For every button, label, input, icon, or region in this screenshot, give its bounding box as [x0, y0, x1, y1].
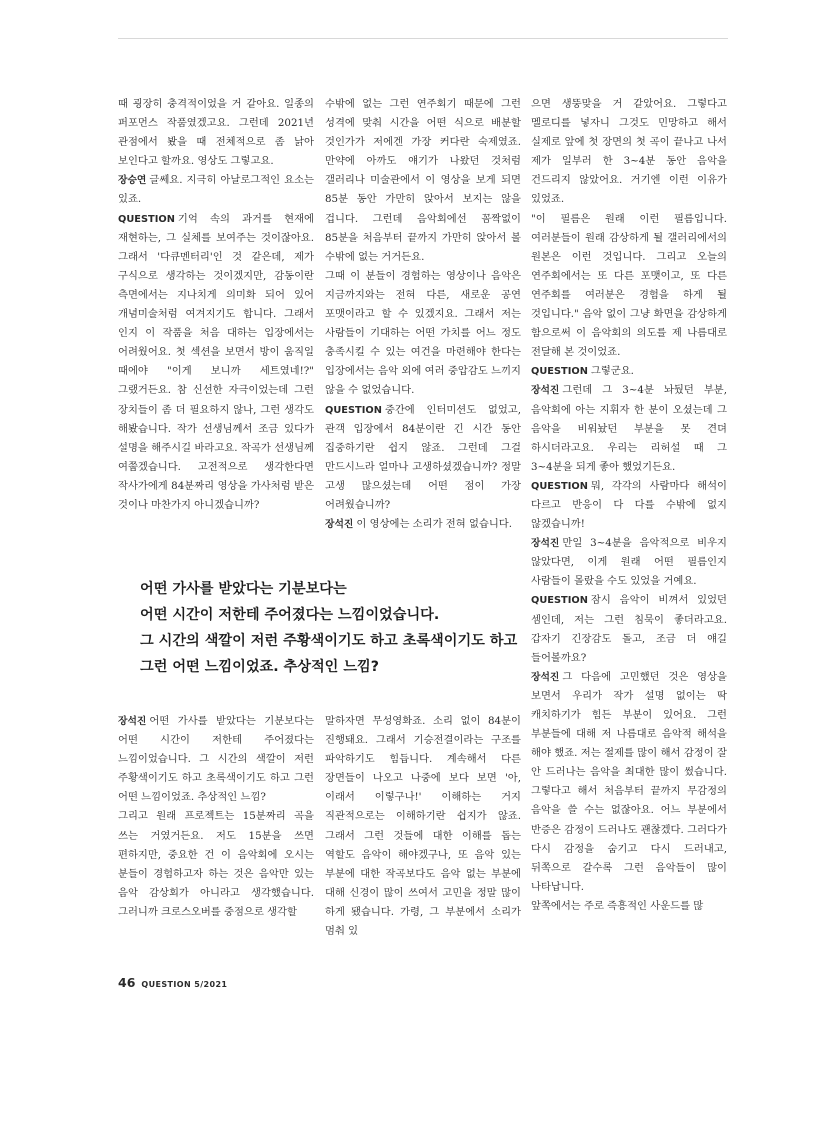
- page-footer: [118, 972, 227, 991]
- paragraph-text: 그 다음에 고민했던 것은 영상을 보면서 우리가 작가 설명 없이는 딱 캐치하기가 힘든 부분이 있어요. 그런 부분들에 대해 저 나름대로 음악적 해석을 해야 했죠. 저는 절제를 많이 해서 감정이 잘 안 드러나는 음악을 최대한 많이 썼습니다. 그렇다고 해서 처음부터 끝까지 무감정의 음악을 쓸 수는 없잖아요. 어느 부분에서 반증은 감정이 드러나도 괜찮겠다. 그러다가 다시 감정을 숨기고 다시 드러내고, 뒤쪽으로 갈수록 그런 음악들이 많이 나타납니다.: [531, 670, 727, 893]
- pull-quote-line: 어떤 가사를 받았다는 기분보다는: [140, 581, 347, 597]
- paragraph-text: 말하자면 무성영화죠. 소리 없이 84분이 진행돼요. 그래서 기승전결이라는 구조를 파악하기도 힘듭니다. 계속해서 다른 장면들이 나오고 나중에 보다 보면 '아, 이래서 이렇구나!' 이해하는 거지 직관적으로는 이해하기란 쉽지가 않죠. 그래서 그런 것들에 대한 이해를 돕는 역할도 음악이 해야겠구나, 또 음악 있는 부분에 대한 작곡보다도 음악 없는 부분에 대해 신경이 많이 쓰여서 고민을 정말 많이 하게 됐습니다. 가령, 그 부분에서 소리가 멈춰 있: [325, 715, 521, 938]
- speaker-label: 장석진: [118, 716, 147, 727]
- speaker-label: QUESTION: [118, 213, 175, 225]
- paragraph-text: 으면 생뚱맞을 거 같았어요. 그렇다고 멜로디를 넣자니 그것도 민망하고 해서 실제로 앞에 첫 장면의 첫 곡이 끝나고 나서 제가 일부러 한 3~4분 동안 음악을 건드리지 않았어요. 거기엔 이런 이유가 있었죠.: [531, 98, 727, 206]
- paragraph-text: 뭐, 각각의 사람마다 해석이 다르고 반응이 다 다를 수밖에 없지 않겠습니까!: [531, 479, 727, 531]
- paragraph: [531, 897, 727, 916]
- pull-quote-line: 그런 어떤 느낌이었죠. 추상적인 느낌?: [140, 659, 379, 675]
- paragraph: [325, 401, 521, 516]
- top-rule: [118, 38, 728, 39]
- paragraph: [118, 210, 314, 516]
- paragraph: [531, 381, 727, 476]
- paragraph: [531, 362, 727, 381]
- paragraph-text: 글쎄요. 지극히 아날로그적인 요소는 있죠.: [118, 174, 314, 206]
- column-1-upper: [118, 95, 314, 515]
- column-2-upper: [325, 95, 521, 534]
- paragraph: [118, 712, 314, 807]
- paragraph: [531, 591, 727, 667]
- paragraph: [118, 807, 314, 922]
- speaker-label: 장석진: [531, 385, 560, 397]
- paragraph: [325, 515, 521, 534]
- paragraph: [118, 95, 314, 171]
- column-2-lower: [325, 712, 521, 941]
- speaker-label: 장석진: [531, 671, 560, 683]
- paragraph: [118, 171, 314, 209]
- paragraph: [325, 712, 521, 941]
- paragraph-text: 잠시 음악이 비껴서 있었던 셈인데, 저는 그런 침묵이 좋더라고요. 갑자기 긴장감도 돌고, 조금 더 얘길 들어볼까요?: [531, 594, 727, 664]
- speaker-label: QUESTION: [531, 595, 588, 607]
- paragraph-text: 기억 속의 과거를 현재에 재현하는, 그 실체를 보여주는 것이잖아요. 그래서 '다큐멘터리'인 것 같은데, 제가 구식으로 생각하는 것이겠지만, 감동이란 측면에서는 지나치게 의미화 되어 있어 개념미술처럼 여겨지기도 합니다. 그래서 인지 이 작품을 처음 대하는 입장에서는 어려웠어요. 첫 섹션을 보면서 방이 움직일 때에야 "이게 보니까 세트였네!?" 그랬거든요. 참 신선한 자극이었는데 그런 장치들이 좀 더 필요하지 않나, 그런 생각도 해봤습니다. 작가 선생님께서 조금 있다가 설명을 해주시길 바라고요. 작곡가 선생님께 여쭙겠습니다. 고전적으로 생각한다면 작사가에게 84분짜리 영상을 가사처럼 받은 것이나 마찬가지 아니겠습니까?: [118, 212, 314, 511]
- paragraph: [531, 95, 727, 210]
- speaker-label: QUESTION: [531, 366, 588, 378]
- pull-quote-line: 그 시간의 색깔이 저런 주황색이기도 하고 초록색이기도 하고: [140, 633, 518, 649]
- column-3: [531, 95, 727, 916]
- speaker-label: QUESTION: [531, 480, 588, 492]
- page-number: 46: [118, 975, 136, 990]
- paragraph-text: 수밖에 없는 그런 연주회기 때문에 그런 성격에 맞춰 시간을 어떤 식으로 배분할 것인가가 저에겐 가장 커다란 숙제였죠. 만약에 아까도 얘기가 나왔던 것처럼 갤러리나 미술관에서 이 영상을 보게 되면 85분 동안 가만히 앉아서 보지는 않을 겁니다. 그런데 음악회에선 꼼짝없이 85분을 처음부터 끝까지 가만히 앉아서 볼 수밖에 없는 거거든요.: [325, 98, 521, 263]
- paragraph: [325, 95, 521, 267]
- speaker-label: 장석진: [531, 538, 560, 550]
- paragraph: [531, 534, 727, 591]
- column-1-lower: [118, 712, 314, 922]
- paragraph: [325, 267, 521, 401]
- paragraph-text: 그때 이 분들이 경험하는 영상이나 음악은 지금까지와는 전혀 다른, 새로운 공연 포맷이라고 할 수 있겠지요. 그래서 저는 사람들이 기대하는 어떤 가치를 어느 정도 충족시킬 수 있는 여건을 마련해야 한다는 입장에서는 음악 외에 여러 중압감도 느끼지 않을 수 없었습니다.: [325, 269, 521, 397]
- paragraph-text: 앞쪽에서는 주로 즉흥적인 사운드를 많: [531, 899, 704, 912]
- paragraph-text: "이 필름은 원래 이런 필름입니다. 여러분들이 원래 감상하게 될 갤러리에서의 원본은 이런 것입니다. 그리고 오늘의 연주회에서는 또 다른 포맷이고, 또 다른 연주회를 여러분은 경험을 하게 될 것입니다." 음악 없이 그냥 화면을 감상하게 함으로써 이 음악회의 의도를 제 나름대로 전달해 본 것이었죠.: [531, 212, 727, 359]
- paragraph-text: 만일 3~4분을 음악적으로 비우지 않았다면, 이게 원래 어떤 필름인지 사람들이 몰랐을 수도 있었을 거예요.: [531, 537, 727, 588]
- paragraph-text: 그리고 원래 프로젝트는 15분짜리 곡을 쓰는 거였거든요. 저도 15분을 쓰면 편하지만, 중요한 건 이 음악회에 오시는 분들이 경험하고자 하는 것은 음악만 있는 음악 감상회가 아니라고 생각했습니다. 그러니까 크로스오버를 중점으로 생각할: [118, 810, 314, 918]
- paragraph: [531, 668, 727, 897]
- paragraph-text: 이 영상에는 소리가 전혀 없습니다.: [356, 518, 513, 531]
- paragraph: [531, 477, 727, 534]
- paragraph-text: 때 굉장히 충격적이었을 거 같아요. 일종의 퍼포먼스 작품였겠고요. 그런데 2021년 관점에서 봤을 때 전체적으로 좀 낡아 보인다고 할까요. 영상도 그렇고요.: [118, 98, 314, 168]
- speaker-label: 장승연: [118, 175, 147, 187]
- magazine-issue: QUESTION 5/2021: [141, 980, 228, 989]
- paragraph-text: 어떤 가사를 받았다는 기분보다는 어떤 시간이 저한테 주어졌다는 느낌이었습니다. 그 시간의 색깔이 저런 주황색이기도 하고 초록색이기도 하고 그런 어떤 느낌이었죠. 추상적인 느낌?: [118, 715, 314, 804]
- speaker-label: QUESTION: [325, 404, 382, 416]
- pull-quote: [140, 576, 560, 680]
- paragraph: [531, 210, 727, 363]
- paragraph-text: 그렇군요.: [590, 365, 634, 378]
- paragraph-text: 중간에 인터미션도 없었고, 관객 입장에서 84분이란 긴 시간 동안 집중하기란 쉽지 않죠. 그런데 그걸 만드시느라 얼마나 고생하셨겠습니까? 정말 고생 많으셨는데 어떤 점이 가장 어려웠습니까?: [325, 403, 521, 511]
- paragraph-text: 그런데 그 3~4분 놔뒀던 부분, 음악회에 아는 지휘자 한 분이 오셨는데 그 음악을 비워놨던 부분을 못 견뎌 하시더라고요. 우리는 리허설 때 그 3~4분을 되게 좋아 했었기든요.: [531, 384, 727, 473]
- speaker-label: 장석진: [325, 519, 354, 531]
- pull-quote-line: 어떤 시간이 저한테 주어졌다는 느낌이었습니다.: [140, 607, 440, 623]
